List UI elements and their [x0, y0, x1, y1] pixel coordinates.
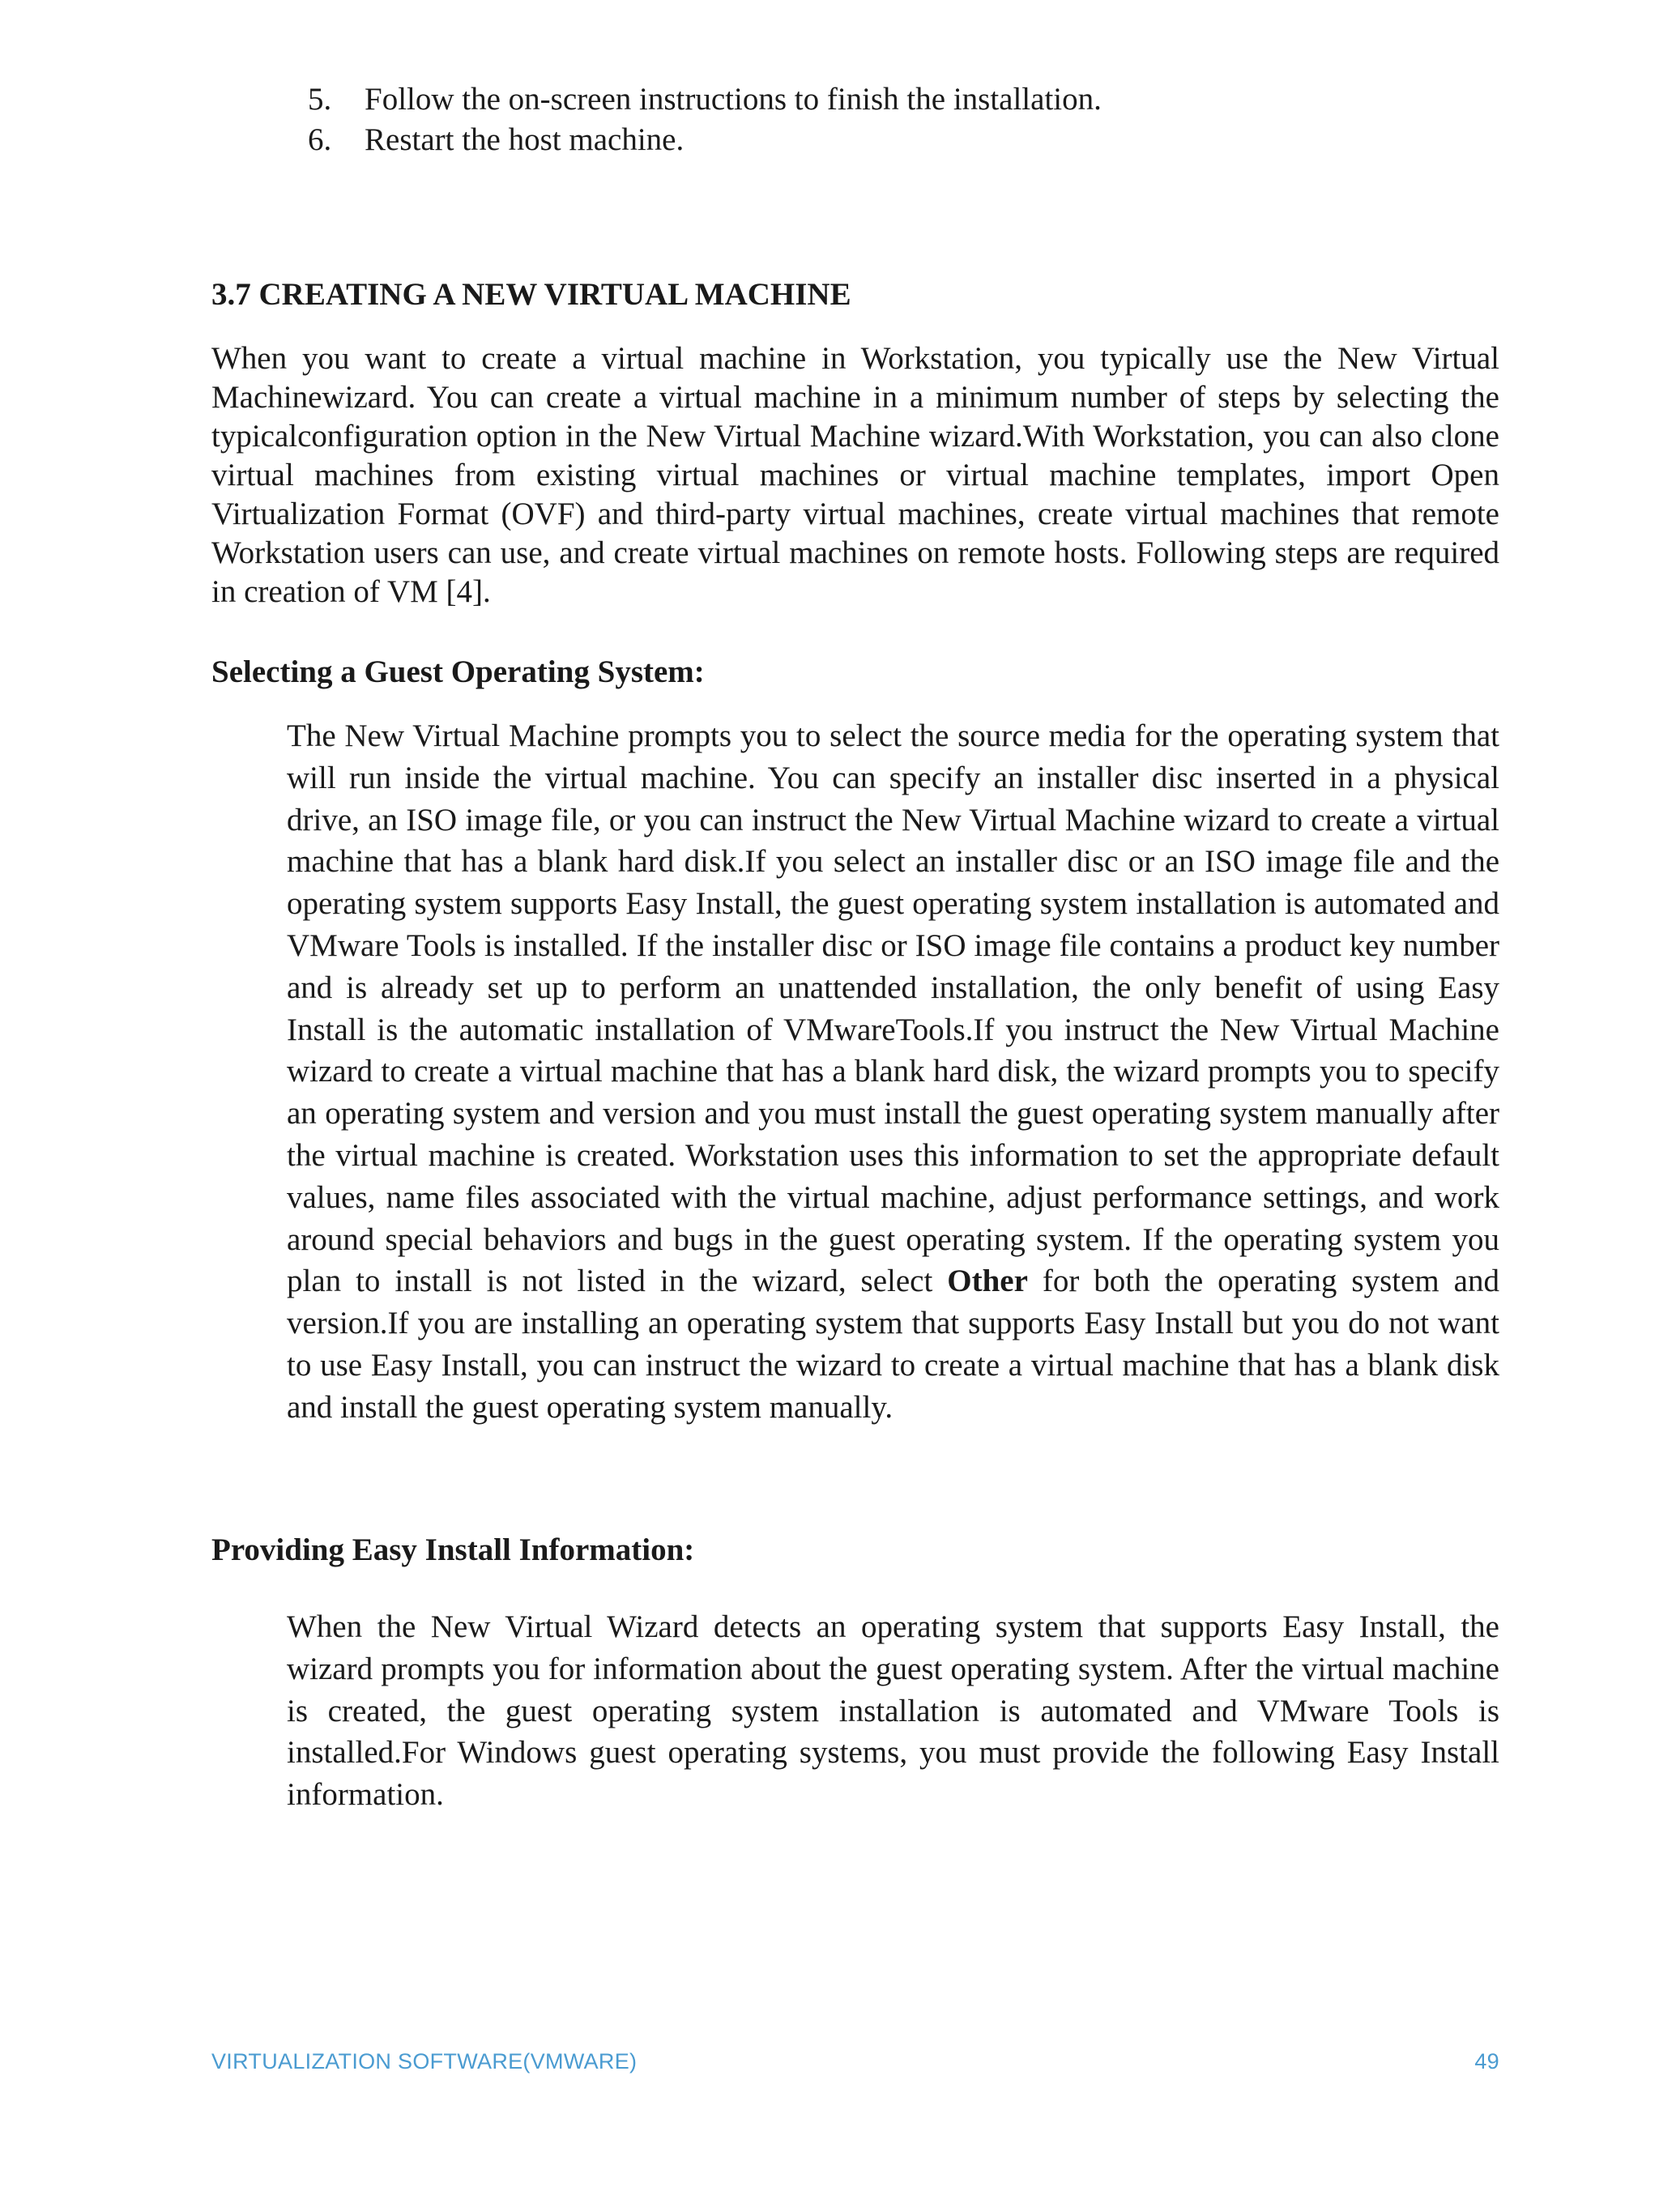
list-item	[308, 79, 1491, 120]
page-number: 49	[1474, 2049, 1499, 2073]
list-item-text: Restart the host machine.	[365, 122, 684, 157]
easy-install-heading: Providing Easy Install Information:	[211, 1532, 695, 1567]
guest-os-text-part1: The New Virtual Machine prompts you to select the source media for the operating system that will run inside the virtual machine. You can specify an installer disc inserted in a physical drive, an ISO image file, or you can instruct the New Virtual Machine wizard to create a virtual machine that has a blank hard disk.If you select an installer disc or an ISO image file and the operating system supports Easy Install, the guest operating system installation is automated and VMware Tools is installed. If the installer disc or ISO image file contains a product key number and is already set up to perform an unattended installation, the only benefit of using Easy Install is the automatic installation of VMwareTools.If you instruct the New Virtual Machine wizard to create a virtual machine that has a blank hard disk, the wizard prompts you to specify an operating system and version and you must install the guest operating system manually after the virtual machine is created. Workstation uses this information to set the appropriate default values, name files associated with the virtual machine, adjust performance settings, and work around special behaviors and bugs in the guest operating system. If the operating system you plan to install is not listed in the wizard, select	[287, 718, 1499, 1299]
section-title: 3.7 CREATING A NEW VIRTUAL MACHINE	[211, 277, 851, 312]
steps-list	[308, 79, 1491, 160]
list-item-number: 5.	[308, 82, 332, 117]
footer-title: VIRTUALIZATION SOFTWARE(VMWARE)	[211, 2049, 638, 2073]
guest-os-text-part2: for both the operating system and version.If you are installing an operating system that supports Easy Install but you do not want to use Easy Install, you can instruct the wizard to create a virtual machine that has a blank disk and install the guest operating system manually.	[287, 1264, 1499, 1425]
guest-os-bold-word: Other	[947, 1264, 1028, 1299]
list-item	[308, 120, 1491, 160]
easy-install-paragraph: When the New Virtual Wizard detects an operating system that supports Easy Install, the wizard prompts you for information about the guest operating system. After the virtual machine is created, the guest operating system installation is automated and VMware Tools is installed.For Windows guest operating systems, you must provide the following Easy Install information.	[287, 1609, 1499, 1813]
list-item-text: Follow the on-screen instructions to finish the installation.	[365, 82, 1102, 117]
guest-os-paragraph	[287, 715, 1499, 1429]
section-intro-paragraph: When you want to create a virtual machine in Workstation, you typically use the New Virtual Machinewizard. You can create a virtual machine in a minimum number of steps by selecting the typicalconfiguration option in the New Virtual Machine wizard.With Workstation, you can also clone virtual machines from existing virtual machines or virtual machine templates, import Open Virtualization Format (OVF) and third-party virtual machines, create virtual machines that remote Workstation users can use, and create virtual machines on remote hosts. Following steps are required in creation of VM [4].	[211, 341, 1499, 609]
guest-os-heading: Selecting a Guest Operating System:	[211, 654, 705, 689]
list-item-number: 6.	[308, 122, 332, 157]
